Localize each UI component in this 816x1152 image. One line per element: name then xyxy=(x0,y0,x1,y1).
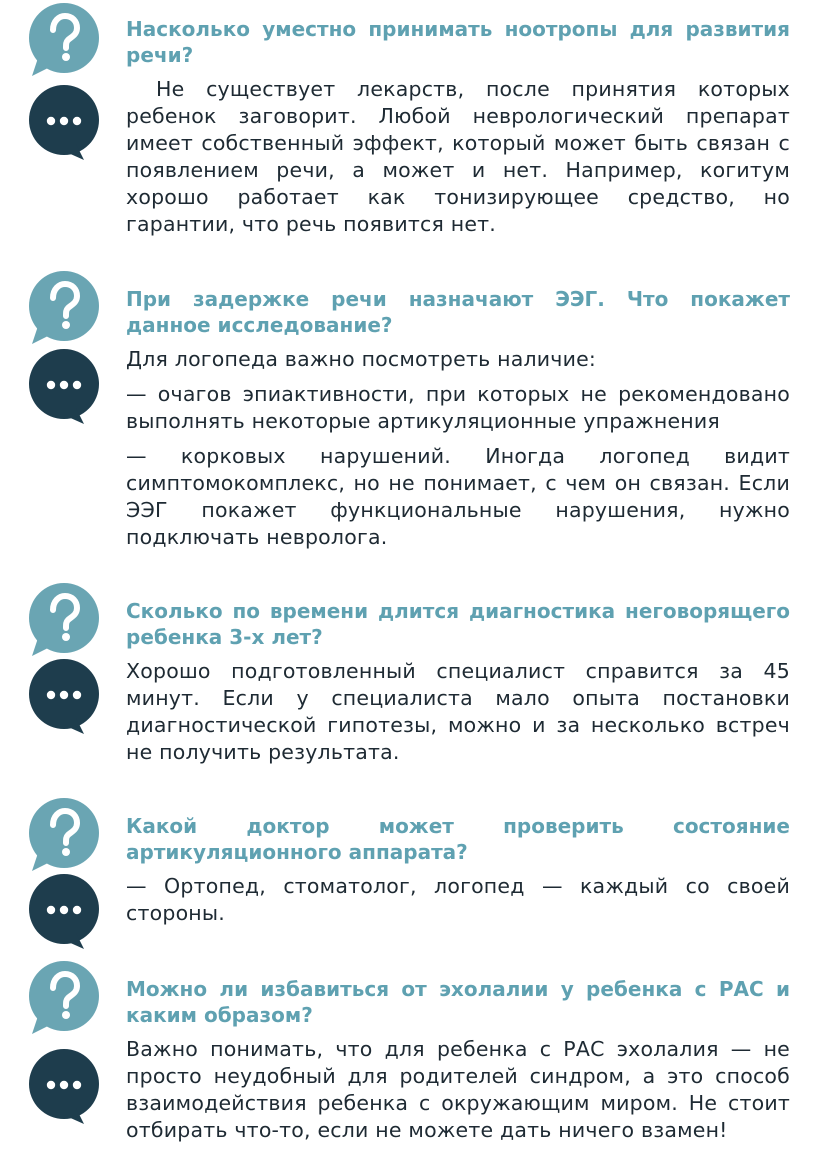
answer-text xyxy=(126,873,790,927)
question-mark-icon xyxy=(26,960,102,1036)
question-mark-icon xyxy=(26,270,102,346)
question-heading: Можно ли избавиться от эхолалии у ребенка с РАС и каким образом? xyxy=(126,977,790,1027)
ellipsis-bubble-icon xyxy=(26,84,102,160)
ellipsis-bubble-icon xyxy=(26,873,102,949)
answer-paragraph: Важно понимать, что для ребенка с РАС эхолалия — не просто неудобный для родителей синдром, а это способ взаимодействия ребенка с окружающим миром. Не стоит отбирать что-то, если не можете дать ничего взамен! xyxy=(126,1037,790,1142)
question-heading: При задержке речи назначают ЭЭГ. Что покажет данное исследование? xyxy=(126,287,790,337)
answer-paragraph: Не существует лекарств, после принятия которых ребенок заговорит. Любой неврологический препарат имеет собственный эффект, который может быть связан с появлением речи, а может и нет. Например, когитум хорошо работает как тонизирующее средство, но гарантии, что речь появится нет. xyxy=(126,77,790,236)
question-mark-icon xyxy=(26,2,102,78)
answer-text xyxy=(126,346,790,551)
question-heading: Какой доктор может проверить состояние артикуляционного аппарата? xyxy=(126,814,790,864)
answer-text xyxy=(126,1036,790,1144)
question-mark-icon xyxy=(26,582,102,658)
answer-paragraph: Хорошо подготовленный специалист справится за 45 минут. Если у специалиста мало опыта постановки диагностической гипотезы, можно и за несколько встреч не получить результата. xyxy=(126,659,790,764)
question-heading: Сколько по времени длится диагностика неговорящего ребенка 3-х лет? xyxy=(126,599,790,649)
answer-paragraph: — Ортопед, стоматолог, логопед — каждый со своей стороны. xyxy=(126,874,790,925)
ellipsis-bubble-icon xyxy=(26,1048,102,1124)
answer-text xyxy=(126,76,790,238)
answer-paragraph: — очагов эпиактивности, при которых не рекомендовано выполнять некоторые артикуляционные упражнения xyxy=(126,382,790,433)
answer-paragraph: Для логопеда важно посмотреть наличие: xyxy=(126,347,597,371)
answer-paragraph: — корковых нарушений. Иногда логопед видит симптомокомплекс, но не понимает, с чем он связан. Если ЭЭГ покажет функциональные нарушения, нужно подключать невролога. xyxy=(126,444,790,549)
ellipsis-bubble-icon xyxy=(26,658,102,734)
question-heading: Насколько уместно принимать ноотропы для развития речи? xyxy=(126,17,790,67)
question-mark-icon xyxy=(26,797,102,873)
ellipsis-bubble-icon xyxy=(26,348,102,424)
answer-text xyxy=(126,658,790,766)
